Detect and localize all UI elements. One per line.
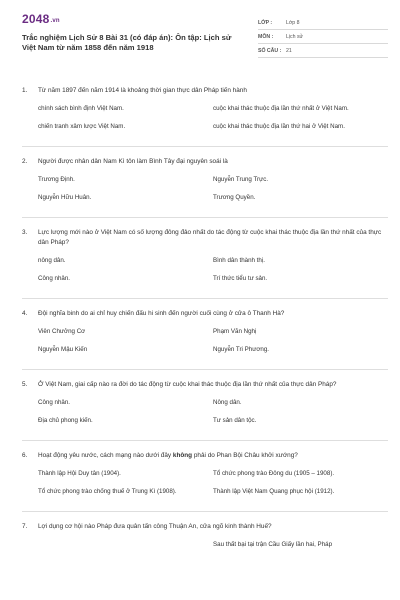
meta-value: 21 bbox=[286, 47, 292, 54]
answer-option[interactable]: Sau thất bại tại trận Cầu Giấy lần hai, Pháp bbox=[213, 541, 333, 548]
option-grid bbox=[38, 398, 388, 434]
answer-option[interactable]: Nguyễn Mậu Kiến bbox=[38, 346, 88, 353]
answer-option[interactable]: cuộc khai thác thuộc địa lần thứ hai ở Việt Nam. bbox=[213, 123, 345, 130]
question-number: 5. bbox=[22, 381, 28, 388]
meta-label: SỐ CÂU : bbox=[258, 47, 282, 54]
question-text: Lực lượng mới nào ở Việt Nam có số lượng đông đảo nhất do tác động từ cuộc khai thác thuộc địa lần thứ nhất của thực dân Pháp? bbox=[38, 229, 382, 246]
answer-option[interactable]: Công nhân. bbox=[38, 399, 70, 406]
answer-option[interactable]: Phạm Văn Nghị bbox=[213, 328, 257, 335]
question-number: 4. bbox=[22, 310, 28, 317]
answer-option[interactable]: Bình dân thành thị. bbox=[213, 257, 265, 264]
question-text: Từ năm 1897 đến năm 1914 là khoảng thời gian thực dân Pháp tiến hành bbox=[38, 87, 247, 94]
option-grid bbox=[38, 469, 388, 505]
question-item bbox=[22, 309, 388, 363]
question-text-emphasis: không bbox=[172, 452, 193, 459]
answer-option[interactable]: cuộc khai thác thuộc địa lần thứ nhất ở Việt Nam. bbox=[213, 105, 349, 112]
brand-name: 2048 bbox=[22, 12, 50, 26]
brand-suffix: .vn bbox=[50, 18, 60, 24]
meta-label: LỚP : bbox=[258, 19, 273, 26]
question-text: Lợi dụng cơ hội nào Pháp đưa quân tấn công Thuận An, cửa ngõ kinh thành Huế? bbox=[38, 523, 272, 530]
question-number: 6. bbox=[22, 452, 28, 459]
meta-row-subject bbox=[258, 30, 388, 44]
answer-option[interactable]: Trí thức tiểu tư sản. bbox=[213, 275, 268, 282]
question-text: Người được nhân dân Nam Kì tôn làm Bình Tây đại nguyên soái là bbox=[38, 158, 228, 165]
answer-option[interactable]: chính sách bình định Việt Nam. bbox=[38, 105, 124, 112]
divider bbox=[22, 146, 388, 147]
question-number: 3. bbox=[22, 229, 28, 236]
question-item bbox=[22, 157, 388, 211]
question-item bbox=[22, 228, 388, 292]
answer-option[interactable]: Trương Định. bbox=[38, 176, 75, 183]
question-item bbox=[22, 380, 388, 434]
page-title: Trắc nghiệm Lịch Sử 8 Bài 31 (có đáp án): Ôn tập: Lịch sử Việt Nam từ năm 1858 đến năm 1918 bbox=[22, 33, 232, 52]
header-left bbox=[22, 12, 247, 60]
answer-option[interactable]: Tổ chức phong trào Đông du (1905 – 1908). bbox=[213, 470, 335, 477]
meta-row-count bbox=[258, 44, 388, 58]
meta-value: Lớp 8 bbox=[286, 19, 300, 26]
meta-row-class bbox=[258, 16, 388, 30]
option-grid bbox=[38, 104, 388, 140]
brand-logo[interactable] bbox=[22, 12, 247, 26]
question-item bbox=[22, 86, 388, 140]
header bbox=[22, 0, 388, 60]
question-text-part: Hoạt động yêu nước, cách mạng nào dưới đây bbox=[38, 452, 173, 459]
divider bbox=[22, 440, 388, 441]
answer-option[interactable]: Nguyễn Tri Phương. bbox=[213, 346, 270, 353]
meta-value: Lịch sử bbox=[286, 33, 304, 40]
answer-option[interactable] bbox=[38, 540, 213, 558]
answer-option[interactable]: Tổ chức phong trào chống thuế ở Trung Kì (1908). bbox=[38, 488, 177, 495]
answer-option[interactable]: Công nhân. bbox=[38, 275, 70, 282]
meta-label: MÔN : bbox=[258, 33, 274, 40]
answer-option[interactable]: Thành lập Việt Nam Quang phục hội (1912). bbox=[213, 488, 335, 495]
question-item bbox=[22, 451, 388, 505]
answer-option[interactable]: Tư sản dân tộc. bbox=[213, 417, 257, 424]
meta-panel bbox=[258, 16, 388, 60]
divider bbox=[22, 217, 388, 218]
answer-option[interactable]: chiến tranh xâm lược Việt Nam. bbox=[38, 123, 126, 130]
question-text bbox=[38, 451, 388, 461]
question-text: Ở Việt Nam, giai cấp nào ra đời do tác động từ cuộc khai thác thuộc địa lần thứ nhất của thực dân Pháp? bbox=[38, 381, 337, 388]
answer-option[interactable]: Nông dân. bbox=[213, 399, 242, 406]
question-number: 1. bbox=[22, 87, 28, 94]
question-text: Đội nghĩa binh do ai chỉ huy chiến đấu hi sinh đến người cuối cùng ở cửa ô Thanh Hà? bbox=[38, 310, 285, 317]
question-list bbox=[22, 86, 388, 558]
question-number: 2. bbox=[22, 158, 28, 165]
answer-option[interactable]: Địa chủ phong kiến. bbox=[38, 417, 93, 424]
question-number: 7. bbox=[22, 523, 28, 530]
answer-option[interactable]: Nguyễn Hữu Huân. bbox=[38, 194, 92, 201]
option-grid bbox=[38, 175, 388, 211]
divider bbox=[22, 511, 388, 512]
question-text-part: phải do Phan Bội Châu khởi xướng? bbox=[192, 452, 298, 459]
divider bbox=[22, 298, 388, 299]
option-grid bbox=[38, 256, 388, 292]
answer-option[interactable]: nông dân. bbox=[38, 257, 66, 264]
divider bbox=[22, 369, 388, 370]
answer-option[interactable]: Trương Quyền. bbox=[213, 194, 256, 201]
answer-option[interactable]: Viên Chưởng Cơ bbox=[38, 328, 86, 335]
question-item bbox=[22, 522, 388, 558]
answer-option[interactable]: Thành lập Hội Duy tân (1904). bbox=[38, 470, 121, 477]
answer-option[interactable]: Nguyễn Trung Trực. bbox=[213, 176, 269, 183]
option-grid bbox=[38, 327, 388, 363]
option-grid bbox=[38, 540, 388, 558]
